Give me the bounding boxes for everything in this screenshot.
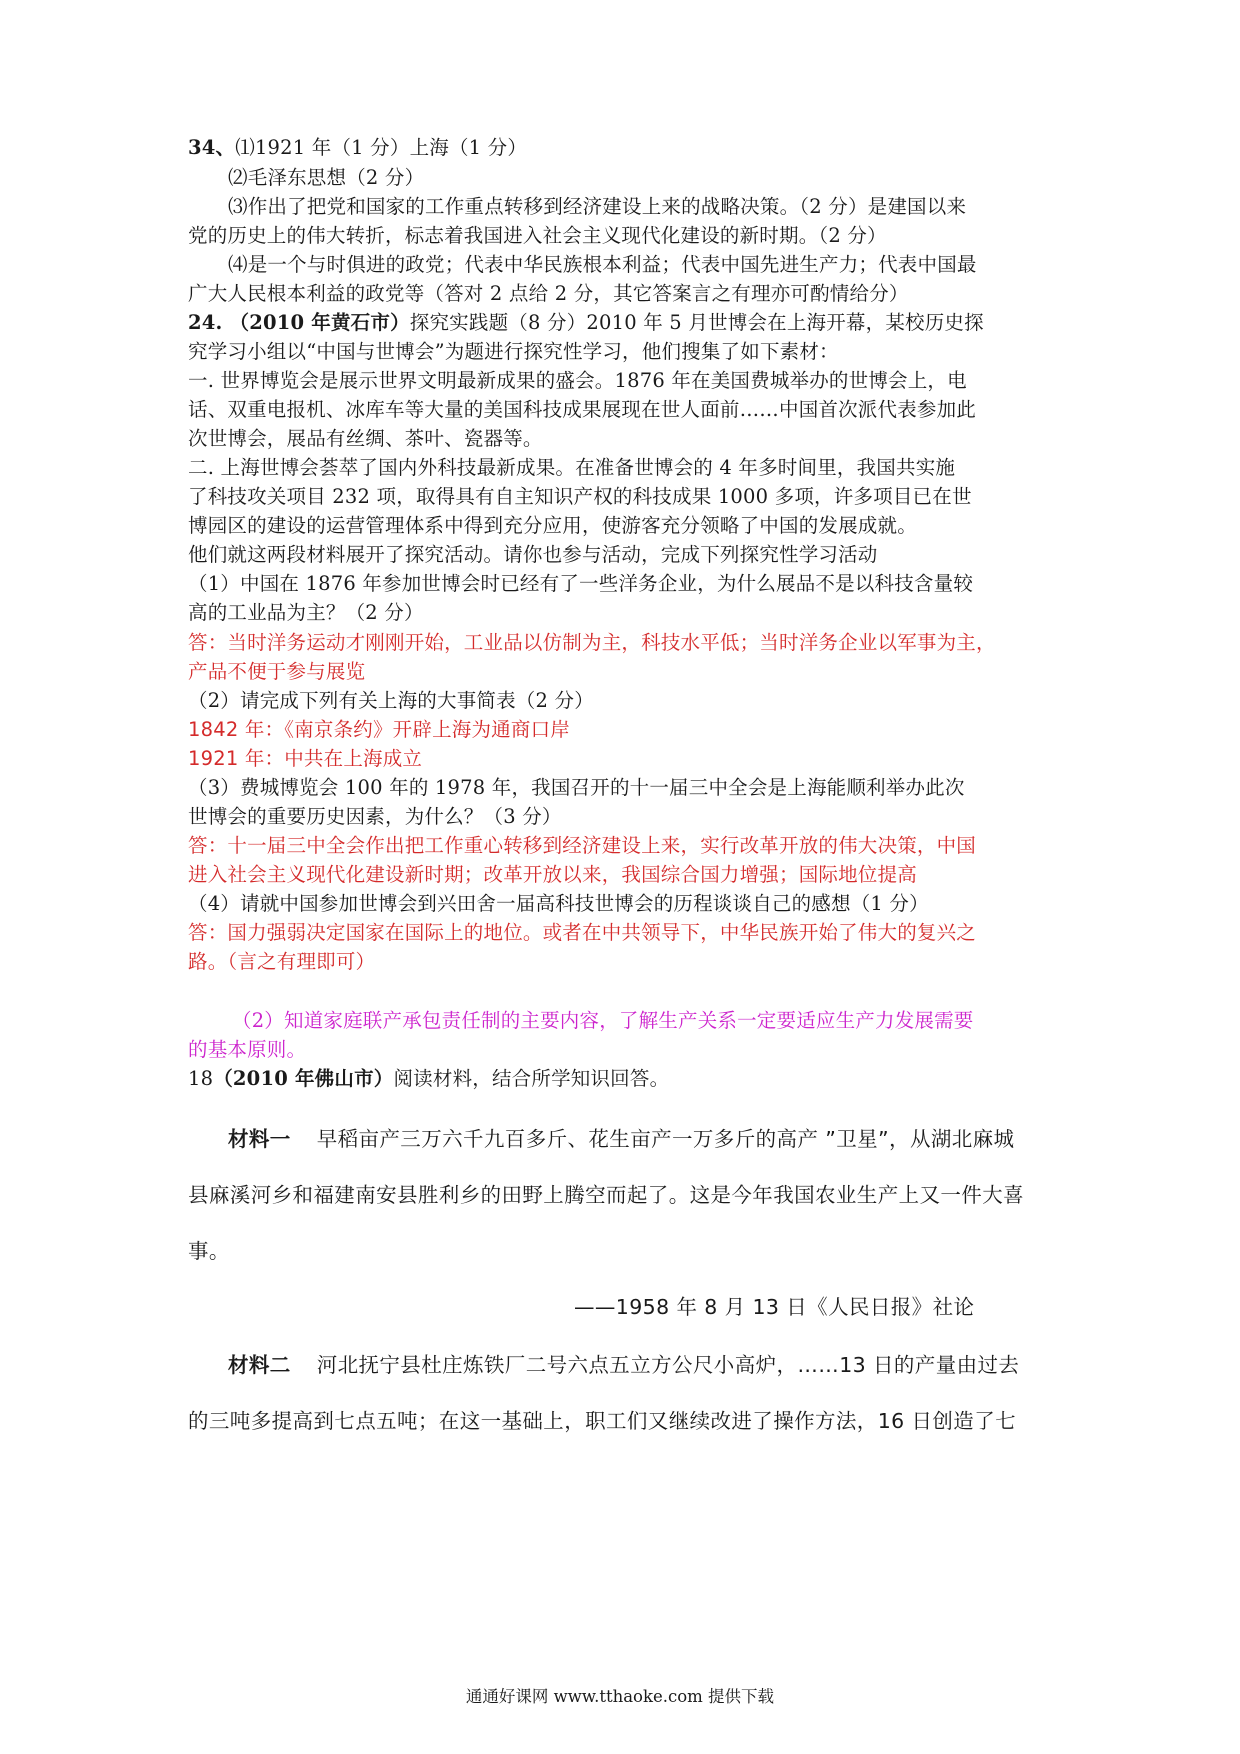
q18-material-1-line-1 — [188, 1124, 1014, 1154]
page-footer: 通通好课网 www.tthaoke.com 提供下载 — [465, 1687, 775, 1706]
q24-answer-1-line-2: 产品不便于参与展览 — [188, 660, 366, 683]
q24-answer-4-line-2: 路。（言之有理即可） — [188, 950, 376, 973]
q24-sub-3-line-2: 世博会的重要历史因素，为什么？（3 分） — [188, 805, 562, 828]
q34-number: 34、 — [188, 136, 236, 159]
q18-number: 18 — [188, 1067, 214, 1090]
q24-heading-text: 探究实践题（8 分）2010 年 5 月世博会在上海开幕，某校历史探 — [409, 311, 984, 334]
q24-sub-1-line-2: 高的工业品为主？（2 分） — [188, 601, 424, 624]
q24-heading — [188, 308, 984, 338]
q24-material-1-line-1: 一. 世界博览会是展示世界文明最新成果的盛会。1876 年在美国费城举办的世博会上，电 — [188, 369, 967, 392]
objective-line-1: （2）知道家庭联产承包责任制的主要内容，了解生产关系一定要适应生产力发展需要 — [232, 1009, 974, 1032]
q24-answer-4-line-1: 答：国力强弱决定国家在国际上的地位。或者在中共领导下，中华民族开始了伟大的复兴之 — [188, 921, 977, 944]
q34-answer-3-line-1: ⑶作出了把党和国家的工作重点转移到经济建设上来的战略决策。（2 分）是建国以来 — [228, 195, 967, 218]
q18-heading — [188, 1064, 669, 1094]
q34-answer-2: ⑵毛泽东思想（2 分） — [228, 166, 425, 189]
q24-sub-4: （4）请就中国参加世博会到兴田舍一届高科技世博会的历程谈谈自己的感想（1 分） — [188, 892, 929, 915]
q24-material-2-line-3: 博园区的建设的运营管理体系中得到充分应用，使游客充分领略了中国的发展成就。 — [188, 514, 917, 537]
q24-material-1-line-2: 话、双重电报机、冰库车等大量的美国科技成果展现在世人面前……中国首次派代表参加此 — [188, 398, 977, 421]
q34-answer-1: ⑴1921 年（1 分）上海（1 分） — [235, 136, 528, 159]
q24-material-2-line-1: 二. 上海世博会荟萃了国内外科技最新成果。在准备世博会的 4 年多时间里，我国共实施 — [188, 456, 956, 479]
q24-sub-2: （2）请完成下列有关上海的大事简表（2 分） — [188, 689, 594, 712]
q34-answer-3-line-2: 党的历史上的伟大转折，标志着我国进入社会主义现代化建设的新时期。（2 分） — [188, 224, 887, 247]
q24-intro-line: 究学习小组以“中国与世博会”为题进行探究性学习，他们搜集了如下素材： — [188, 340, 839, 363]
q18-material-1-line-3: 事。 — [188, 1239, 230, 1263]
q24-material-2-line-2: 了科技攻关项目 232 项，取得具有自主知识产权的科技成果 1000 多项，许多项目已在世 — [188, 485, 972, 508]
q34-answer-4-line-2: 广大人民根本利益的政党等（答对 2 点给 2 分，其它答案言之有理亦可酌情给分） — [188, 282, 909, 305]
q24-answer-2-line-2: 1921 年：中共在上海成立 — [188, 747, 423, 770]
q24-sub-1-line-1: （1）中国在 1876 年参加世博会时已经有了一些洋务企业，为什么展品不是以科技含量较 — [188, 572, 974, 595]
q18-material-2-line-1 — [188, 1350, 1019, 1380]
q24-source: （2010 年黄石市） — [229, 311, 410, 334]
q24-sub-3-line-1: （3）费城博览会 100 年的 1978 年，我国召开的十一届三中全会是上海能顺利举办此次 — [188, 776, 965, 799]
objective-line-2: 的基本原则。 — [188, 1038, 307, 1061]
q24-answer-3-line-1: 答：十一届三中全会作出把工作重心转移到经济建设上来，实行改革开放的伟大决策，中国 — [188, 834, 977, 857]
q24-answer-2-line-1: 1842 年：《南京条约》开辟上海为通商口岸 — [188, 718, 570, 741]
q18-material-2-text: 河北抚宁县杜庄炼铁厂二号六点五立方公尺小高炉，……13 日的产量由过去 — [316, 1353, 1020, 1377]
q24-number: 24. — [188, 311, 230, 334]
q24-answer-1-line-1: 答：当时洋务运动才刚刚开始，工业品以仿制为主，科技水平低；当时洋务企业以军事为主， — [188, 631, 996, 654]
q24-task-intro: 他们就这两段材料展开了探究活动。请你也参与活动，完成下列探究性学习活动 — [188, 543, 878, 566]
q18-material-1-label: 材料一 — [228, 1127, 291, 1151]
q24-material-1-line-3: 次世博会，展品有丝绸、茶叶、瓷器等。 — [188, 427, 543, 450]
q18-material-2-line-2: 的三吨多提高到七点五吨；在这一基础上，职工们又继续改进了操作方法，16 日创造了七 — [188, 1409, 1016, 1433]
q18-material-2-label: 材料二 — [228, 1353, 291, 1377]
q34-line-1 — [188, 133, 527, 163]
q18-material-1-line-2: 县麻溪河乡和福建南安县胜利乡的田野上腾空而起了。这是今年我国农业生产上又一件大喜 — [188, 1183, 1024, 1207]
q18-material-1-text: 早稻亩产三万六千九百多斤、花生亩产一万多斤的高产 ”卫星”，从湖北麻城 — [316, 1127, 1015, 1151]
q34-answer-4-line-1: ⑷是一个与时俱进的政党；代表中华民族根本利益；代表中国先进生产力；代表中国最 — [228, 253, 977, 276]
q18-material-1-citation: ——1958 年 8 月 13 日《人民日报》社论 — [574, 1295, 975, 1319]
q24-answer-3-line-2: 进入社会主义现代化建设新时期；改革开放以来，我国综合国力增强；国际地位提高 — [188, 863, 917, 886]
q18-source: （2010 年佛山市） — [213, 1067, 394, 1090]
q18-heading-text: 阅读材料，结合所学知识回答。 — [393, 1067, 670, 1090]
